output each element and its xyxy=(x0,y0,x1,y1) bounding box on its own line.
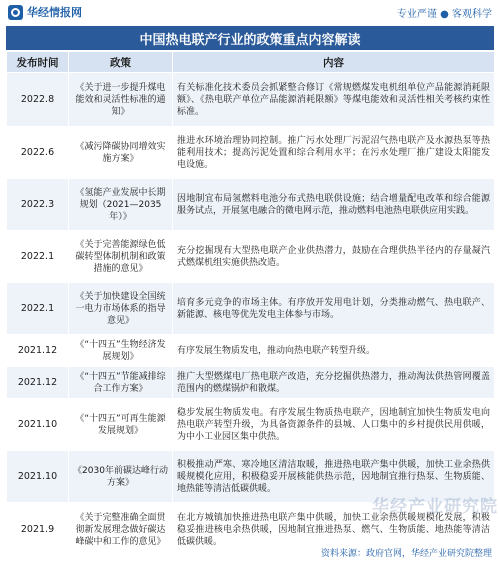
brand-name: 华经情报网 xyxy=(27,6,82,19)
row-policy: 《关于完善能源绿色低碳转型体制机制和政策措施的意见》 xyxy=(69,231,173,283)
policy-table xyxy=(6,51,495,557)
row-policy: 《关于进一步提升煤电能效和灵活性标准的通知》 xyxy=(69,73,173,127)
row-content: 因地制宜布局氢燃料电池分布式热电联供设施；结合增量配电改革和综合能源服务试点，开展氢电融合的微电网示范，推动燃料电池热电联供应用实践。 xyxy=(173,179,495,231)
row-policy: 《氢能产业发展中长期规划（2021—2035年）》 xyxy=(69,179,173,231)
row-content: 有关标准化技术委员会抓紧整合修订《常规燃煤发电机组单位产品能源消耗限额》、《热电联产单位产品能源消耗限额》等煤电能效和灵活性相关考核约束性标准。 xyxy=(173,73,495,127)
table-row xyxy=(7,399,495,451)
row-content: 有序发展生物质发电，推动向热电联产转型升级。 xyxy=(173,335,495,367)
row-date: 2022.1 xyxy=(7,231,69,283)
brand-logo-icon xyxy=(8,5,23,20)
top-bar xyxy=(0,0,500,24)
table-row xyxy=(7,283,495,335)
row-policy: 《关于完整准确全面贯彻新发展理念做好碳达峰碳中和工作的意见》 xyxy=(69,503,173,557)
column-header-policy: 政策 xyxy=(69,52,173,73)
row-content: 稳步发展生物质发电。有序发展生物质热电联产，因地制宜加快生物质发电向热电联产转型升级，为具备资源条件的县城、人口集中的乡村提供民用供暖，为中小工业园区集中供热。 xyxy=(173,399,495,451)
row-policy: 《“十四五”节能减排综合工作方案》 xyxy=(69,367,173,399)
source-note: 资料来源：政府官网，华经产业研究院整理 xyxy=(320,549,492,559)
row-policy: 《减污降碳协同增效实施方案》 xyxy=(69,127,173,179)
table-row xyxy=(7,179,495,231)
slogan: 专业严谨 ● 客观科学 xyxy=(396,8,492,20)
table-row xyxy=(7,73,495,127)
row-date: 2022.8 xyxy=(7,73,69,127)
row-policy: 《“十四五”生物经济发展规划》 xyxy=(69,335,173,367)
brand xyxy=(0,4,82,20)
row-content: 培育多元竞争的市场主体。有序放开发用电计划，分类推动燃气、热电联产、新能源、核电等优先发电主体参与市场。 xyxy=(173,283,495,335)
table-row xyxy=(7,127,495,179)
table-row xyxy=(7,367,495,399)
row-content: 充分挖掘现有大型热电联产企业供热潜力，鼓励在合理供热半径内的存量凝汽式燃煤机组实施供热改造。 xyxy=(173,231,495,283)
row-date: 2021.9 xyxy=(7,503,69,557)
row-date: 2021.10 xyxy=(7,451,69,503)
row-date: 2021.12 xyxy=(7,367,69,399)
table-row xyxy=(7,335,495,367)
row-content: 积极推动严寒、寒冷地区清洁取暖，推进热电联产集中供暖，加快工业余热供暖规模化应用，积极稳妥开展核能供热示范，因地制宜推行热泵、生物质能、地热能等清洁低碳供暖。 xyxy=(173,451,495,503)
row-date: 2022.6 xyxy=(7,127,69,179)
row-content: 推广大型燃煤电厂热电联产改造，充分挖掘供热潜力，推动淘汰供热管网覆盖范围内的燃煤锅炉和散煤。 xyxy=(173,367,495,399)
table-header-row xyxy=(7,52,495,73)
row-policy: 《“十四五”可再生能源发展规划》 xyxy=(69,399,173,451)
row-date: 2021.10 xyxy=(7,399,69,451)
watermark: 华经产业研究院 xyxy=(372,497,498,517)
row-date: 2022.3 xyxy=(7,179,69,231)
row-content: 推进水环境治理协同控制。推广污水处理厂污泥沼气热电联产及水源热泵等热能利用技术；提高污泥处置和综合利用水平；在污水处理厂推广建设太阳能发电设施。 xyxy=(173,127,495,179)
row-policy: 《2030年前碳达峰行动方案》 xyxy=(69,451,173,503)
table-row xyxy=(7,231,495,283)
column-header-date: 发布时间 xyxy=(7,52,69,73)
row-policy: 《关于加快建设全国统一电力市场体系的指导意见》 xyxy=(69,283,173,335)
column-header-content: 内容 xyxy=(173,52,495,73)
row-date: 2021.12 xyxy=(7,335,69,367)
page-title: 中国热电联产行业的政策重点内容解读 xyxy=(6,26,494,50)
row-content: 在北方城镇加快推进热电联产集中供暖，加快工业余热供暖规模化发展，积极稳妥推进核电余热供暖，因地制宜推进热泵、燃气、生物质能、地热能等清洁低碳供暖。 xyxy=(173,503,495,557)
row-date: 2022.1 xyxy=(7,283,69,335)
